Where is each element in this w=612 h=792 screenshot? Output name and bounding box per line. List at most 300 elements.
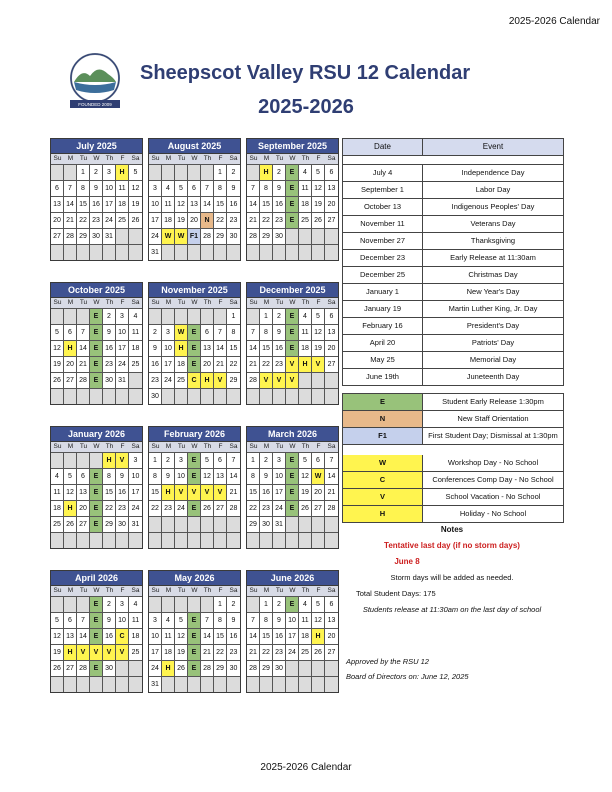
legend-row: [343, 471, 563, 488]
day-cell: E: [286, 212, 299, 228]
day-cell: H: [201, 372, 214, 388]
day-cell: 14: [214, 340, 227, 356]
day-cell: 16: [273, 340, 286, 356]
blank-day-cell: [64, 164, 77, 180]
day-cell: H: [260, 164, 273, 180]
blank-day-cell: [273, 244, 286, 260]
day-cell: 22: [214, 644, 227, 660]
day-cell: 5: [175, 612, 188, 628]
day-cell: 20: [51, 212, 64, 228]
weekday-label: F: [218, 299, 223, 306]
day-cell: 28: [201, 228, 214, 244]
day-cell: H: [299, 356, 312, 372]
day-cell: 3: [103, 164, 116, 180]
day-cell: 2: [227, 596, 240, 612]
day-cell: 25: [299, 644, 312, 660]
day-cell: 2: [260, 452, 273, 468]
event-date: December 23: [343, 250, 423, 266]
day-cell: 16: [260, 484, 273, 500]
day-cell: 16: [90, 196, 103, 212]
day-cell: V: [260, 372, 273, 388]
day-cell: 10: [286, 612, 299, 628]
blank-day-cell: [175, 676, 188, 692]
day-cell: V: [116, 452, 129, 468]
notes-title: Notes: [440, 525, 464, 534]
day-cell: 22: [260, 644, 273, 660]
day-cell: 24: [149, 228, 162, 244]
day-cell: 9: [90, 180, 103, 196]
blank-day-cell: [299, 228, 312, 244]
day-cell: 1: [260, 596, 273, 612]
weekday-label: W: [289, 155, 296, 162]
day-cell: 20: [77, 500, 90, 516]
day-cell: 2: [273, 596, 286, 612]
weekday-label: Tu: [275, 443, 284, 450]
day-cell: 1: [214, 596, 227, 612]
day-cell: 11: [162, 628, 175, 644]
table-row: [343, 351, 563, 368]
day-cell: 4: [299, 308, 312, 324]
header-calendar-label: 2025-2026 Calendar: [508, 16, 600, 27]
blank-day-cell: [175, 516, 188, 532]
table-row: [343, 232, 563, 249]
day-cell: 22: [260, 356, 273, 372]
blank-day-cell: [227, 244, 240, 260]
day-cell: 9: [273, 180, 286, 196]
blank-day-cell: [64, 388, 77, 404]
weekday-label: Tu: [177, 155, 186, 162]
weekday-label: Th: [301, 443, 310, 450]
blank-day-cell: [260, 532, 273, 548]
day-cell: 6: [77, 468, 90, 484]
day-cell: 16: [273, 628, 286, 644]
day-cell: 14: [201, 196, 214, 212]
weekday-label: Sa: [131, 443, 140, 450]
month-title: February 2026: [149, 427, 240, 441]
total-student-days: Total Student Days: 175: [356, 589, 436, 598]
blank-day-cell: [201, 308, 214, 324]
blank-day-cell: [129, 228, 142, 244]
weekday-label: Sa: [229, 587, 238, 594]
day-cell: 10: [149, 628, 162, 644]
day-cell: 16: [227, 628, 240, 644]
day-cell: 21: [227, 484, 240, 500]
table-row: [343, 164, 563, 181]
day-cell: 10: [162, 340, 175, 356]
day-cell: 8: [149, 468, 162, 484]
day-cell: V: [214, 484, 227, 500]
day-cell: 15: [77, 196, 90, 212]
weekday-label: Su: [53, 299, 62, 306]
day-cell: 5: [201, 452, 214, 468]
blank-day-cell: [286, 244, 299, 260]
day-cell: E: [90, 372, 103, 388]
day-cell: 4: [162, 180, 175, 196]
blank-day-cell: [129, 660, 142, 676]
blank-day-cell: [103, 388, 116, 404]
weekday-label: Su: [151, 587, 160, 594]
blank-day-cell: [149, 308, 162, 324]
day-cell: 20: [64, 356, 77, 372]
event-name: Martin Luther King, Jr. Day: [448, 304, 538, 313]
weekday-label: W: [191, 587, 198, 594]
table-row: [343, 368, 563, 385]
day-cell: E: [286, 484, 299, 500]
day-cell: 15: [227, 340, 240, 356]
day-cell: V: [116, 644, 129, 660]
event-name: Juneteenth Day: [466, 372, 520, 381]
event-name: Indigenous Peoples' Day: [451, 202, 535, 211]
day-cell: 22: [103, 500, 116, 516]
day-cell: E: [90, 324, 103, 340]
day-cell: 8: [103, 468, 116, 484]
day-cell: 5: [51, 324, 64, 340]
blank-day-cell: [312, 516, 325, 532]
day-cell: 12: [312, 180, 325, 196]
month-title: August 2025: [149, 139, 240, 153]
day-cell: 6: [325, 596, 338, 612]
legend-label: New Staff Orientation: [457, 414, 529, 423]
month-title: July 2025: [51, 139, 142, 153]
blank-day-cell: [201, 596, 214, 612]
day-cell: 14: [64, 196, 77, 212]
blank-day-cell: [273, 388, 286, 404]
day-cell: V: [273, 372, 286, 388]
day-cell: 17: [129, 484, 142, 500]
day-cell: C: [116, 628, 129, 644]
blank-day-cell: [77, 676, 90, 692]
day-cell: V: [286, 356, 299, 372]
day-cell: 10: [129, 468, 142, 484]
day-cell: 28: [77, 660, 90, 676]
weekday-label: M: [263, 155, 270, 162]
day-cell: 3: [116, 308, 129, 324]
day-cell: 10: [149, 196, 162, 212]
day-cell: 12: [51, 340, 64, 356]
day-cell: 17: [116, 340, 129, 356]
event-date: December 25: [343, 267, 423, 283]
event-date: January 1: [343, 284, 423, 300]
weekday-label: Tu: [177, 299, 186, 306]
blank-day-cell: [188, 516, 201, 532]
day-cell: 22: [227, 356, 240, 372]
weekday-label: Th: [203, 155, 212, 162]
day-cell: 21: [201, 644, 214, 660]
day-cell: 9: [227, 612, 240, 628]
legend-row: [343, 410, 563, 427]
day-cell: 21: [247, 212, 260, 228]
school-year: 2025-2026: [258, 96, 354, 118]
day-cell: 23: [227, 644, 240, 660]
day-cell: V: [77, 644, 90, 660]
blank-day-cell: [188, 532, 201, 548]
day-cell: 15: [260, 628, 273, 644]
day-cell: 21: [247, 644, 260, 660]
day-cell: 2: [103, 308, 116, 324]
day-cell: 2: [162, 452, 175, 468]
day-cell: 14: [247, 628, 260, 644]
day-cell: 7: [64, 180, 77, 196]
day-cell: 3: [162, 324, 175, 340]
day-cell: W: [175, 228, 188, 244]
day-cell: 17: [149, 644, 162, 660]
day-cell: E: [286, 164, 299, 180]
day-cell: 18: [129, 340, 142, 356]
weekday-label: W: [191, 443, 198, 450]
blank-day-cell: [325, 660, 338, 676]
blank-day-cell: [312, 660, 325, 676]
month-january-2026: [50, 426, 143, 549]
day-cell: 10: [175, 468, 188, 484]
day-cell: E: [90, 468, 103, 484]
day-cell: 14: [247, 196, 260, 212]
day-cell: C: [188, 372, 201, 388]
day-cell: 7: [247, 324, 260, 340]
day-cell: E: [286, 180, 299, 196]
day-cell: H: [64, 500, 77, 516]
blank-day-cell: [162, 596, 175, 612]
day-cell: 14: [77, 340, 90, 356]
blank-day-cell: [64, 676, 77, 692]
weekday-label: Th: [301, 155, 310, 162]
day-cell: 15: [149, 484, 162, 500]
weekday-label: W: [191, 299, 198, 306]
blank-day-cell: [312, 228, 325, 244]
day-cell: 3: [149, 180, 162, 196]
day-cell: 11: [129, 612, 142, 628]
month-december-2025: [246, 282, 339, 405]
blank-day-cell: [201, 532, 214, 548]
month-september-2025: [246, 138, 339, 261]
day-cell: 15: [260, 196, 273, 212]
blank-day-cell: [162, 516, 175, 532]
day-cell: 14: [77, 628, 90, 644]
blank-day-cell: [273, 532, 286, 548]
weekday-label: M: [165, 587, 172, 594]
day-cell: 19: [312, 340, 325, 356]
day-cell: 1: [214, 164, 227, 180]
day-cell: 12: [201, 468, 214, 484]
table-row: [343, 334, 563, 351]
day-cell: 14: [201, 628, 214, 644]
day-cell: E: [188, 324, 201, 340]
blank-day-cell: [64, 244, 77, 260]
day-cell: 10: [103, 180, 116, 196]
day-cell: 13: [201, 340, 214, 356]
blank-day-cell: [90, 532, 103, 548]
day-cell: 25: [129, 644, 142, 660]
day-cell: E: [90, 628, 103, 644]
day-cell: 13: [325, 324, 338, 340]
day-cell: 8: [260, 180, 273, 196]
day-cell: 17: [103, 196, 116, 212]
blank-day-cell: [286, 228, 299, 244]
day-cell: 2: [103, 596, 116, 612]
day-cell: 31: [129, 516, 142, 532]
day-cell: 27: [214, 500, 227, 516]
day-cell: 4: [162, 612, 175, 628]
day-cell: 23: [103, 356, 116, 372]
legend-code: E: [343, 394, 423, 410]
legend-row: [343, 427, 563, 444]
event-name: Veterans Day: [470, 219, 516, 228]
blank-day-cell: [103, 244, 116, 260]
legend-label: First Student Day; Dismissal at 1:30pm: [428, 431, 558, 440]
day-cell: 1: [149, 452, 162, 468]
tentative-last-day: Tentative last day (if no storm days): [384, 541, 520, 550]
blank-day-cell: [325, 532, 338, 548]
day-cell: 27: [312, 500, 325, 516]
day-cell: 3: [175, 452, 188, 468]
weekday-label: Su: [151, 299, 160, 306]
event-name: President's Day: [466, 321, 520, 330]
month-february-2026: [148, 426, 241, 549]
day-cell: 22: [260, 212, 273, 228]
day-cell: E: [90, 612, 103, 628]
day-cell: 28: [247, 660, 260, 676]
month-title: April 2026: [51, 571, 142, 585]
day-cell: 18: [162, 212, 175, 228]
blank-day-cell: [103, 676, 116, 692]
blank-day-cell: [77, 596, 90, 612]
blank-day-cell: [188, 244, 201, 260]
day-cell: 30: [273, 660, 286, 676]
day-cell: 8: [77, 180, 90, 196]
weekday-label: M: [165, 299, 172, 306]
day-cell: 27: [64, 372, 77, 388]
day-cell: 23: [260, 500, 273, 516]
day-cell: 19: [312, 196, 325, 212]
day-cell: 5: [175, 180, 188, 196]
day-cell: 24: [116, 356, 129, 372]
weekday-label: Su: [53, 443, 62, 450]
day-cell: E: [286, 500, 299, 516]
day-cell: 29: [214, 228, 227, 244]
day-cell: 9: [103, 612, 116, 628]
weekday-label: Th: [203, 299, 212, 306]
day-cell: 23: [273, 212, 286, 228]
day-cell: 12: [175, 628, 188, 644]
day-cell: E: [188, 644, 201, 660]
day-cell: 11: [116, 180, 129, 196]
day-cell: E: [286, 308, 299, 324]
day-cell: 2: [90, 164, 103, 180]
day-cell: 6: [312, 452, 325, 468]
blank-day-cell: [273, 676, 286, 692]
event-date: July 4: [343, 165, 423, 181]
day-cell: 13: [214, 468, 227, 484]
day-cell: V: [312, 356, 325, 372]
blank-day-cell: [312, 244, 325, 260]
day-cell: 29: [214, 660, 227, 676]
weekday-label: Tu: [79, 587, 88, 594]
weekday-label: Th: [105, 587, 114, 594]
day-cell: 5: [129, 164, 142, 180]
day-cell: 30: [227, 228, 240, 244]
legend-spacer: [343, 444, 563, 455]
table-row: [343, 215, 563, 232]
blank-day-cell: [247, 164, 260, 180]
blank-day-cell: [286, 516, 299, 532]
event-date: November 27: [343, 233, 423, 249]
day-cell: E: [188, 340, 201, 356]
month-november-2025: [148, 282, 241, 405]
day-cell: 31: [273, 516, 286, 532]
weekday-label: M: [263, 299, 270, 306]
weekday-label: Sa: [229, 299, 238, 306]
legend-row: [343, 488, 563, 505]
day-cell: 28: [227, 500, 240, 516]
day-cell: 6: [64, 612, 77, 628]
weekday-label: M: [67, 155, 74, 162]
day-cell: 24: [149, 660, 162, 676]
event-name: Christmas Day: [468, 270, 518, 279]
day-cell: 7: [77, 612, 90, 628]
day-cell: 2: [273, 308, 286, 324]
blank-day-cell: [325, 516, 338, 532]
month-july-2025: [50, 138, 143, 261]
day-cell: E: [286, 468, 299, 484]
weekday-label: Sa: [327, 299, 336, 306]
month-title: May 2026: [149, 571, 240, 585]
weekday-label: M: [165, 443, 172, 450]
day-cell: V: [214, 372, 227, 388]
month-august-2025: [148, 138, 241, 261]
day-cell: 27: [325, 212, 338, 228]
weekday-label: Tu: [79, 299, 88, 306]
weekday-label: Sa: [131, 155, 140, 162]
day-cell: 12: [51, 628, 64, 644]
day-cell: 3: [273, 452, 286, 468]
day-cell: 24: [273, 500, 286, 516]
blank-day-cell: [188, 388, 201, 404]
weekday-label: F: [316, 155, 321, 162]
table-row: [343, 317, 563, 334]
day-cell: 27: [51, 228, 64, 244]
day-cell: 2: [273, 164, 286, 180]
day-cell: 7: [214, 324, 227, 340]
day-cell: 20: [201, 356, 214, 372]
blank-day-cell: [149, 596, 162, 612]
blank-day-cell: [116, 244, 129, 260]
blank-day-cell: [286, 660, 299, 676]
blank-day-cell: [64, 308, 77, 324]
event-column-header: Event: [482, 142, 504, 151]
day-cell: 26: [129, 212, 142, 228]
day-cell: 8: [214, 612, 227, 628]
day-cell: 22: [214, 212, 227, 228]
day-cell: 29: [103, 516, 116, 532]
blank-day-cell: [325, 372, 338, 388]
weekday-label: Su: [53, 155, 62, 162]
legend-row: [343, 394, 563, 410]
legend-label: Workshop Day - No School: [447, 458, 539, 467]
holiday-table: [342, 138, 564, 386]
blank-day-cell: [286, 532, 299, 548]
day-cell: 29: [227, 372, 240, 388]
month-march-2026: [246, 426, 339, 549]
weekday-label: Sa: [229, 443, 238, 450]
blank-day-cell: [247, 532, 260, 548]
day-cell: 4: [51, 468, 64, 484]
weekday-label: W: [93, 155, 100, 162]
day-cell: 9: [260, 468, 273, 484]
day-cell: E: [286, 596, 299, 612]
day-cell: H: [103, 452, 116, 468]
footer-calendar-label: 2025-2026 Calendar: [260, 762, 352, 773]
day-cell: 31: [103, 228, 116, 244]
blank-day-cell: [51, 452, 64, 468]
